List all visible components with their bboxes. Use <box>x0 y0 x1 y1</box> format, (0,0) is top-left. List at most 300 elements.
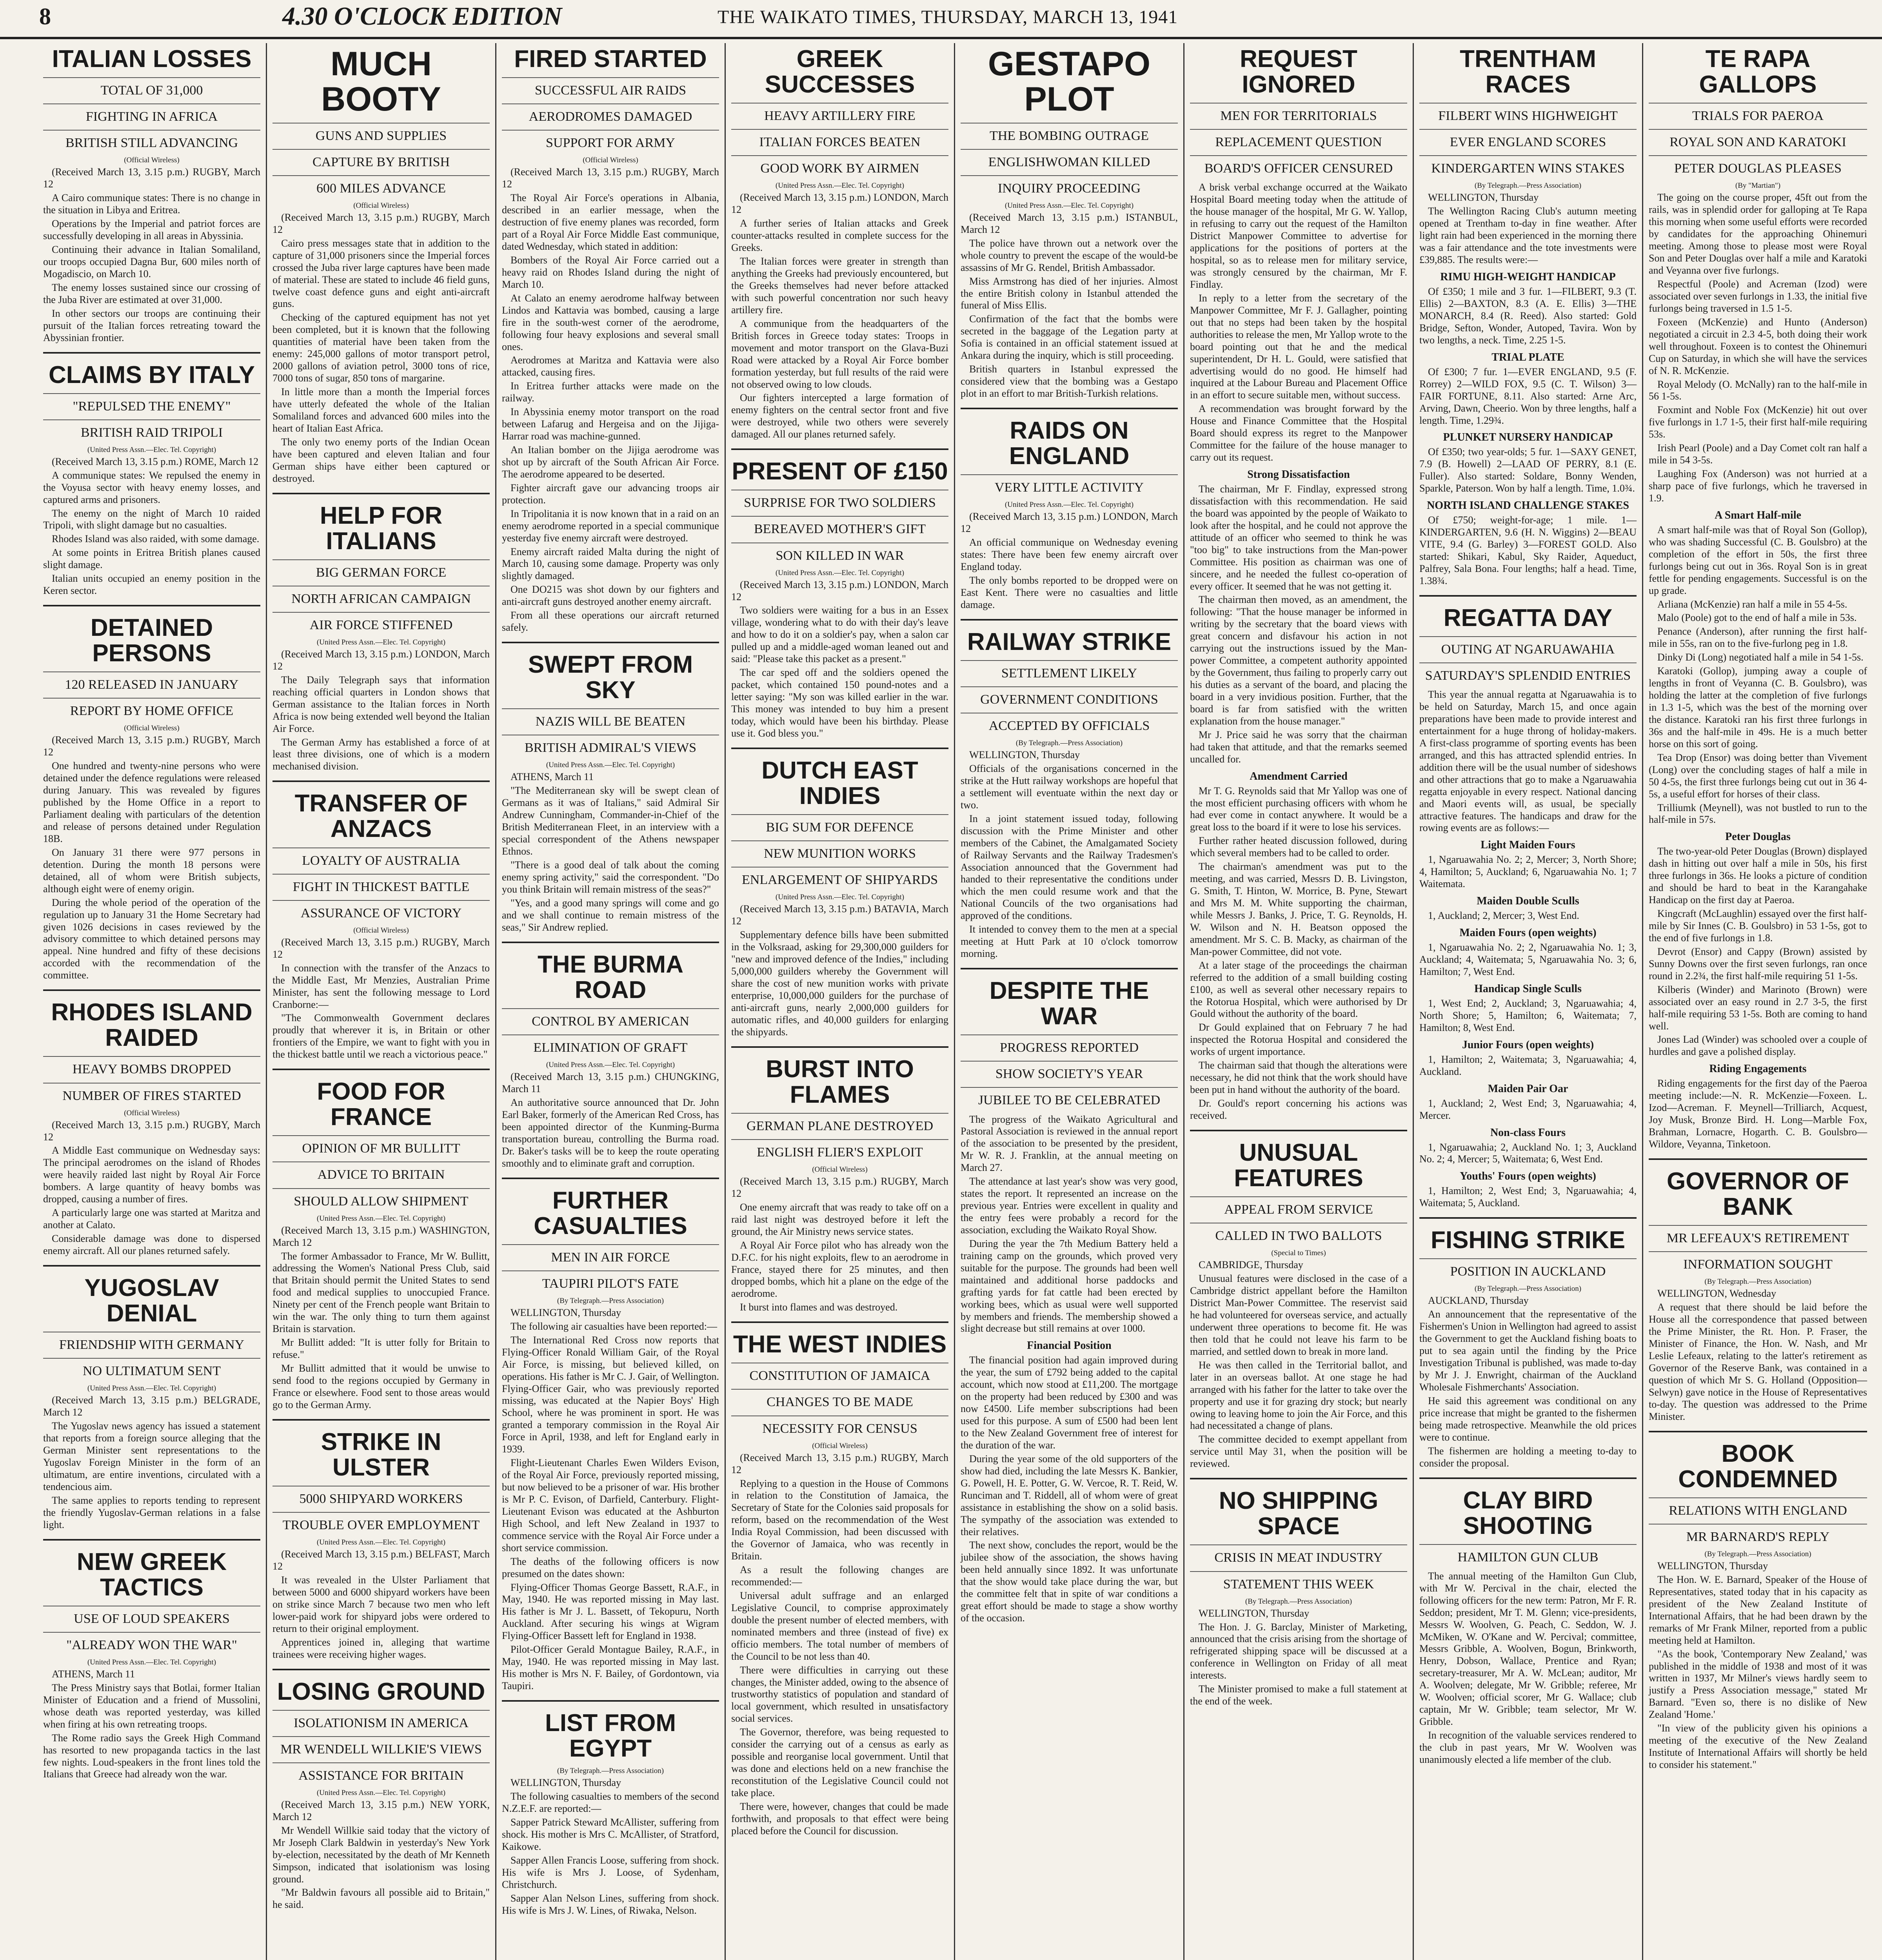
story-subheadline: ENGLISHWOMAN KILLED <box>961 149 1178 170</box>
section-subhead: Non-class Fours <box>1490 1126 1566 1139</box>
story-subheadline: SHOULD ALLOW SHIPMENT <box>272 1188 490 1209</box>
story-paragraph: The police have thrown out a network over the whole country to prevent the escape of the would-be assassins of Mr G. Rendel, British Ambassador. <box>961 237 1178 273</box>
story-paragraph: In recognition of the valuable services rendered to the club in past years, Mr W. Woolven was unanimously elected a life member of the club. <box>1419 1730 1637 1765</box>
section-subhead: A Smart Half-mile <box>1715 509 1801 521</box>
story-paragraph: At Calato an enemy aerodrome halfway between Lindos and Kattavia was bombed, causing a large fire in the south-west corner of the aerodrome, following four heavy explosions and several small ones. <box>502 292 719 352</box>
story-paragraph: During the whole period of the operation of the regulation up to January 31 the Home Secretary had given 1026 decisions in cases reviewed by the advisory committee to which detained persons may appeal. Nine hundred and fifty of these decisions accorded with the recommendation of the committee. <box>43 897 260 981</box>
story-subheadline: PROGRESS REPORTED <box>961 1034 1178 1055</box>
story-headline: FIRED STARTED <box>514 45 707 73</box>
story-paragraph: Dr Gould explained that on February 7 he had inspected the Rotorua Hospital and considered the works of urgent importance. <box>1190 1022 1407 1058</box>
story-subheadline: MR BARNARD'S REPLY <box>1649 1524 1867 1544</box>
news-story <box>1190 46 1407 1122</box>
story-source: (United Press Assn.—Elec. Tel. Copyright) <box>775 568 905 577</box>
story-paragraph: Bombers of the Royal Air Force carried out a heavy raid on Rhodes Island during the night of March 10. <box>502 254 719 290</box>
story-paragraph: (Received March 13, 3.15 p.m.) WASHINGTON, March 12 <box>272 1224 490 1248</box>
story-paragraph: The Hon. W. E. Barnard, Speaker of the House of Representatives, stated today that in his capacity as president of the New Zealand Institute of International Affairs, that he had been drawn by the remarks of Mr Frank Milner, reported from a public meeting held at Hamilton. <box>1649 1573 1867 1646</box>
story-paragraph: 1, West End; 2, Auckland; 3, Ngaruawahia; 4, North Shore; 5, Hamilton; 6, Waitemata; 7, Hamilton; 8, West End. <box>1419 997 1637 1033</box>
story-paragraph: Cairo press messages state that in addition to the capture of 31,000 prisoners since the Imperial forces crossed the Juba river large captures have been made of material. These are stated to include 46 field guns, twelve coast defence guns and eight anti-aircraft guns. <box>272 237 490 310</box>
story-headline: TRENTHAM RACES <box>1460 45 1596 98</box>
story-headline: LOSING GROUND <box>277 1678 485 1705</box>
story-subheadline: HEAVY BOMBS DROPPED <box>43 1056 260 1077</box>
story-paragraph: It intended to convey them to the men at a special meeting at Hutt Park at 10 o'clock tomorrow morning. <box>961 924 1178 960</box>
story-subheadline: TOTAL OF 31,000 <box>43 77 260 98</box>
section-subhead: Handicap Single Sculls <box>1474 982 1582 995</box>
story-paragraph: The car sped off and the soldiers opened the packet, which contained 150 pound-notes and a letter saying: "My son was killed earlier in the war. This money was intended to buy him a present today, which would have been his birthday. Please use it. God bless you." <box>731 667 948 739</box>
story-subheadline: GUNS AND SUPPLIES <box>272 123 490 143</box>
story-paragraph: The progress of the Waikato Agricultural and Pastoral Association is reviewed in the annual report of the association to be presented by the president, Mr W. R. J. Franklin, at the annual meeting on March 27. <box>961 1113 1178 1174</box>
story-paragraph: Arliana (McKenzie) ran half a mile in 55 4-5s. <box>1657 598 1847 610</box>
story-source: (United Press Assn.—Elec. Tel. Copyright) <box>775 181 905 190</box>
story-paragraph: The financial position had again improved during the year, the sum of £792 being added to the capital account, which now stood at £11,200. The mortgage on the property had been reduced by £300 and was now £4500. Life member subscriptions had been used for this purpose. A sum of £500 had been lent to the New Zealand Government free of interest for the duration of the war. <box>961 1354 1178 1451</box>
story-headline: NO SHIPPING SPACE <box>1219 1487 1379 1540</box>
story-paragraph: Respectful (Poole) and Acreman (Izod) were associated over seven furlongs in 1.33, the initial five furlongs being traversed in 1.5 1-5. <box>1649 278 1867 314</box>
news-story <box>1649 1431 1867 1771</box>
story-source: (By "Martian") <box>1735 181 1781 190</box>
story-paragraph: The Minister promised to make a full statement at the end of the week. <box>1190 1683 1407 1707</box>
story-paragraph: (Received March 13, 3.15 p.m.) RUGBY, March 12 <box>43 734 260 758</box>
story-paragraph: Of £350; 1 mile and 3 fur. 1—FILBERT, 9.3 (T. Ellis) 2—BAXTON, 8.3 (A. E. Ellis) 3—THE MONARCH, 8.4 (R. Reed). Also started: Gold Bridge, Sefton, Wonder, Autoped, Tavira. Won by two lengths, a neck. Time, 2.25 1-5. <box>1419 286 1637 346</box>
section-subhead: PLUNKET NURSERY HANDICAP <box>1443 431 1613 444</box>
story-paragraph: Considerable damage was done to dispersed enemy aircraft. All our planes returned safely. <box>43 1233 260 1256</box>
story-headline: FURTHER CASUALTIES <box>534 1187 687 1240</box>
story-subheadline: CONTROL BY AMERICAN <box>502 1008 719 1029</box>
story-source: (United Press Assn.—Elec. Tel. Copyright) <box>1005 201 1134 210</box>
section-subhead: Strong Dissatisfaction <box>1247 468 1350 481</box>
story-paragraph: (Received March 13, 3.15 p.m.) RUGBY, March 12 <box>731 1175 948 1199</box>
story-subheadline: SHOW SOCIETY'S YEAR <box>961 1061 1178 1082</box>
story-paragraph: The Governor, therefore, was being requested to consider the carrying out of a census as early as possible and reorganise local government. Until that was done and elections held on a new franchise the reconstitution of the Legislative Council could not take place. <box>731 1726 948 1798</box>
story-source: (By Telegraph.—Press Association) <box>1474 1285 1582 1293</box>
story-paragraph: Kilberis (Winder) and Marinoto (Brown) were associated over an easy round in 2.7 3-5, the first half-mile requiring 53 1-5s. Both are coming to hand well. <box>1649 984 1867 1032</box>
story-paragraph: The Rome radio says the Greek High Command has resorted to new propaganda tactics in the last few nights. Loud-speakers in the front lines told the Italians that Greece had already won the war. <box>43 1732 260 1780</box>
news-story <box>502 942 719 1170</box>
story-subheadline: REPLACEMENT QUESTION <box>1190 129 1407 150</box>
story-paragraph: Laughing Fox (Anderson) was not hurried at a sharp pace of five furlongs, which he traversed in 1.9. <box>1649 468 1867 504</box>
story-paragraph: A recommendation was brought forward by the House and Finance Committee that the Hospital Board should express its regret to the Manpower Committee for the failure of the house manager to carry out its request. <box>1190 403 1407 463</box>
news-story <box>731 46 948 441</box>
story-subheadline: TAUPIRI PILOT'S FATE <box>502 1270 719 1291</box>
story-paragraph: Enemy aircraft raided Malta during the night of March 10, causing some damage. Property was only slightly damaged. <box>502 546 719 582</box>
story-paragraph: (Received March 13, 3.15 p.m.) ROME, March 12 <box>52 456 259 467</box>
story-paragraph: Continuing their advance in Italian Somaliland, our troops occupied Dagna Bur, 600 miles north of Mogadiscio, on March 10. <box>43 244 260 279</box>
story-paragraph: The Royal Air Force's operations in Albania, described in an earlier message, when the destruction of five enemy planes was recorded, form part of a Royal Air Force Middle East communique, dated Wednesday, which stated in addition: <box>502 192 719 252</box>
news-story <box>502 1178 719 1692</box>
story-paragraph: Sapper Patrick Steward McAllister, suffering from shock. His mother is Mrs C. McAllister, of Stratford, Kaikowe. <box>502 1816 719 1852</box>
story-paragraph: WELLINGTON, Thursday <box>510 1777 621 1789</box>
story-source: (Official Wireless) <box>353 926 409 935</box>
story-source: (Official Wireless) <box>812 1165 868 1174</box>
story-headline: ITALIAN LOSSES <box>52 45 252 73</box>
story-paragraph: Mr T. G. Reynolds said that Mr Yallop was one of the most efficient purchasing officers with whom he had ever come in contact anywhere. It would be a great loss to the board if it were to lose his services. <box>1190 785 1407 833</box>
story-headline: FOOD FOR FRANCE <box>317 1078 445 1131</box>
story-subheadline: SUPPORT FOR ARMY <box>502 130 719 151</box>
story-paragraph: A smart half-mile was that of Royal Son (Gollop), who was shading Successful (C. B. Goulsbro) at the completion of the effort in 50s, the first three furlongs being cut out in 36s. Royal Son is in great fettle for pending engagements. Successful is on the up grade. <box>1649 524 1867 596</box>
story-subheadline: BIG GERMAN FORCE <box>272 559 490 580</box>
story-subheadline: CONSTITUTION OF JAMAICA <box>731 1363 948 1383</box>
story-paragraph: "There is a good deal of talk about the coming enemy spring activity," said the correspondent. "Do you think Britain will remain mistress of the seas?" <box>502 859 719 895</box>
story-subheadline: VERY LITTLE ACTIVITY <box>961 474 1178 495</box>
story-paragraph: There were difficulties in carrying out these changes, the Minister added, owing to the absence of trustworthy statistics of population and standard of local government, which resulted in unsatisfactory social services. <box>731 1664 948 1724</box>
news-story <box>43 605 260 982</box>
story-paragraph: The Press Ministry says that Botlai, former Italian Minister of Education and a friend of Mussolini, whose death was reported yesterday, was killed when firing at his own retreating troops. <box>43 1682 260 1730</box>
story-paragraph: Two soldiers were waiting for a bus in an Essex village, wondering what to do with their day's leave and how to do it on a soldier's pay, when a salon car pulled up and a middle-aged woman leaned out and said: "Please take this packet as a present." <box>731 604 948 665</box>
column-1 <box>38 43 267 1960</box>
story-paragraph: It was revealed in the Ulster Parliament that between 5000 and 6000 shipyard workers have been on strike since March 7 because two men who left lower-paid work for shipyard jobs were ordered to return to their original employment. <box>272 1574 490 1634</box>
story-paragraph: The chairman said that though the alterations were necessary, he did not think that the work should have been put in hand without the authority of the board. <box>1190 1060 1407 1096</box>
story-paragraph: The deaths of the following officers is now presumed on the dates shown: <box>502 1555 719 1579</box>
story-paragraph: 1, Auckland; 2, West End; 3, Ngaruawahia; 4, Mercer. <box>1419 1097 1637 1121</box>
story-subheadline: GOVERNMENT CONDITIONS <box>961 686 1178 707</box>
story-subheadline: NO ULTIMATUM SENT <box>43 1358 260 1379</box>
story-source: (Official Wireless) <box>124 156 180 165</box>
news-story <box>1190 1130 1407 1470</box>
story-subheadline: RELATIONS WITH ENGLAND <box>1649 1497 1867 1518</box>
story-headline: TE RAPA GALLOPS <box>1699 45 1817 98</box>
news-story <box>1190 1478 1407 1708</box>
story-paragraph: In Tripolitania it is now known that in a raid on an enemy aerodrome reported in a special communique yesterday five enemy aircraft were destroyed. <box>502 508 719 544</box>
column-7 <box>1414 43 1643 1960</box>
story-paragraph: Trilliumk (Meynell), was not bustled to run to the half-mile in 57s. <box>1649 802 1867 826</box>
story-paragraph: A communique from the headquarters of the British forces in Greece today states: Troops in movement and motor transport on the Glava-Buzi Road were attacked by a Royal Air Force bomber formation yesterday, but full results of the raid were not observed owing to low clouds. <box>731 318 948 390</box>
column-2 <box>267 43 496 1960</box>
story-paragraph: An announcement that the representative of the Fishermen's Union in Wellington had agreed to assist the Government to get the Auckland fishing boats to put to sea again until the finding by the Price Investigation Tribunal is published, was made to-day by Mr J. J. Enwright, chairman of the Auckland Wholesale Fishmerchants' Association. <box>1419 1308 1637 1393</box>
story-source: (United Press Assn.—Elec. Tel. Copyright) <box>87 1384 216 1393</box>
story-paragraph: An Italian bomber on the Jijiga aerodrome was shot up by aircraft of the South African Air Force. The aerodrome appeared to be deserted. <box>502 444 719 480</box>
story-paragraph: Rhodes Island was also raided, with some damage. <box>52 533 260 545</box>
section-subhead: Light Maiden Fours <box>1481 839 1575 851</box>
story-paragraph: (Received March 13, 3.15 p.m.) LONDON, March 12 <box>272 648 490 672</box>
story-paragraph: A request that there should be laid before the House all the correspondence that passed between the Prime Minister, the Rt. Hon. P. Fraser, the Minister of Finance, the Hon. W. Nash, and Mr Leslie Lefeaux, relating to the latter's retirement as Governor of the Reserve Bank, was contained in a question of which Mr S. G. Holland (Opposition—Selwyn) gave notice in the House of Representatives to-day. The question was addressed to the Prime Minister. <box>1649 1301 1867 1422</box>
section-subhead: NORTH ISLAND CHALLENGE STAKES <box>1427 499 1629 512</box>
story-subheadline: MEN IN AIR FORCE <box>502 1244 719 1265</box>
story-headline: REGATTA DAY <box>1443 604 1613 632</box>
story-subheadline: FIGHTING IN AFRICA <box>43 103 260 124</box>
news-story <box>272 46 490 485</box>
news-story <box>43 989 260 1257</box>
story-subheadline: GERMAN PLANE DESTROYED <box>731 1113 948 1134</box>
news-story <box>961 46 1178 400</box>
story-paragraph: The only two enemy ports of the Indian Ocean have been captured and eleven Italian and four German ships have either been captured or destroyed. <box>272 436 490 484</box>
story-subheadline: CHANGES TO BE MADE <box>731 1389 948 1410</box>
news-story <box>502 46 719 634</box>
story-paragraph: Mr Wendell Willkie said today that the victory of Mr Joseph Clark Baldwin in yesterday's New York by-election, necessitated by the death of Mr Kenneth Simpson, indicated that isolationism was losing ground. <box>272 1824 490 1885</box>
story-paragraph: (Received March 13, 3.15 p.m.) BELGRADE, March 12 <box>43 1394 260 1418</box>
story-paragraph: The International Red Cross now reports that Flying-Officer Ronald William Gair, of the Royal Air Force, is missing, but believed killed, on operations. His father is Mr C. J. Gair, of Wellington. Flying-Officer Gair, who was previously reported missing, was educated at the Napier Boys' High School, where he was prominent in sport. He was granted a temporary commission in the Royal Air Force in April, 1938, and left for England early in 1939. <box>502 1334 719 1455</box>
story-subheadline: MR LEFEAUX'S RETIREMENT <box>1649 1225 1867 1246</box>
story-source: (United Press Assn.—Elec. Tel. Copyright) <box>316 1538 446 1547</box>
news-story <box>1419 595 1637 1209</box>
news-story <box>1649 1158 1867 1423</box>
story-paragraph: The enemy losses sustained since our crossing of the Juba River are estimated at over 31,000. <box>43 281 260 305</box>
news-story <box>502 1700 719 1917</box>
story-subheadline: ASSURANCE OF VICTORY <box>272 900 490 921</box>
story-paragraph: The former Ambassador to France, Mr W. Bullitt, addressing the Women's National Press Club, said that Britain should permit the United States to send food and medical supplies to unoccupied France. Ninety per cent of the French people want Britain to win the war. The only thing to turn them against Britain is starvation. <box>272 1250 490 1335</box>
story-headline: NEW GREEK TACTICS <box>76 1548 227 1601</box>
story-paragraph: The Hon. J. G. Barclay, Minister of Marketing, announced that the crisis arising from the shortage of refrigerated shipping space will be discussed at a conference in Wellington on Friday of all meat interests. <box>1190 1621 1407 1681</box>
story-headline: FISHING STRIKE <box>1430 1227 1626 1254</box>
story-subheadline: NUMBER OF FIRES STARTED <box>43 1083 260 1103</box>
story-paragraph: 1, Hamilton; 2, Waitemata; 3, Ngaruawahia; 4, Auckland. <box>1419 1053 1637 1077</box>
story-subheadline: SURPRISE FOR TWO SOLDIERS <box>731 490 948 510</box>
section-subhead: TRIAL PLATE <box>1491 351 1564 363</box>
story-source: (By Telegraph.—Press Association) <box>557 1296 664 1305</box>
news-story <box>1649 46 1867 1151</box>
story-paragraph: "Mr Baldwin favours all possible aid to Britain," he said. <box>272 1887 490 1911</box>
edition-title: 4.30 O'CLOCK EDITION <box>282 2 562 31</box>
story-subheadline: CALLED IN TWO BALLOTS <box>1190 1223 1407 1243</box>
story-headline: BURST INTO FLAMES <box>766 1055 914 1108</box>
story-paragraph: Flight-Lieutenant Charles Ewen Wilders Evison, of the Royal Air Force, previously reported missing, but now believed to be a prisoner of war. His brother is Mr P. C. Evison, of Darfield, Canterbury. Flight-Lieutenant Evison was educated at the Ashburton High School, and left New Zealand in 1937 to commence service with the Royal Air Force under a short service commission. <box>502 1457 719 1553</box>
story-subheadline: HAMILTON GUN CLUB <box>1419 1544 1637 1565</box>
story-paragraph: 1, Ngaruawahia No. 2; 2, Ngaruawahia No. 1; 3, Auckland; 4, Waitemata; 5, Ngaruawahia No. 3; 6, Hamilton; 7, West End. <box>1419 942 1637 977</box>
story-paragraph: In Eritrea further attacks were made on the railway. <box>502 380 719 404</box>
story-paragraph: In little more than a month the Imperial forces have utterly defeated the whole of the Italian Somaliland forces and advanced 600 miles into the heart of Italian East Africa. <box>272 386 490 434</box>
story-subheadline: TRIALS FOR PAEROA <box>1649 103 1867 123</box>
story-subheadline: USE OF LOUD SPEAKERS <box>43 1606 260 1626</box>
story-subheadline: LOYALTY OF AUSTRALIA <box>272 848 490 868</box>
story-headline: THE BURMA ROAD <box>538 951 683 1004</box>
story-subheadline: POSITION IN AUCKLAND <box>1419 1258 1637 1279</box>
story-paragraph: Of £350; two year-olds; 5 fur. 1—SAXY GENET, 7.9 (B. Howell) 2—LAAD OF PERRY, 8.1 (E. Fuller). Also started: Soldare, Bonny Wenden, Sparkle, Paterson. Won by half a length. Time, 1.0¾. <box>1419 446 1637 494</box>
story-subheadline: CAPTURE BY BRITISH <box>272 149 490 170</box>
story-subheadline: BRITISH ADMIRAL'S VIEWS <box>502 735 719 755</box>
story-paragraph: (Received March 13, 3.15 p.m.) RUGBY, March 12 <box>731 1452 948 1475</box>
story-source: (By Telegraph.—Press Association) <box>1474 181 1582 190</box>
newspaper-columns <box>38 43 1873 1960</box>
story-source: (Official Wireless) <box>124 1109 180 1117</box>
story-paragraph: Of £750; weight-for-age; 1 mile. 1—KINDERGARTEN, 9.6 (H. N. Wiggins) 2—BEAU VITE, 9.4 (G. Barley) 3—FOREST GOLD. Also started: Shikari, Kabul, Sky Raider, Aqueduct, Palfrey, Sala Bona. Four lengths; half a head. Time, 1.38¾. <box>1419 514 1637 586</box>
section-subhead: RIMU HIGH-WEIGHT HANDICAP <box>1440 271 1616 283</box>
story-paragraph: There were, however, changes that could be made forthwith, and proposals to that effect were being placed before the Council for discussion. <box>731 1800 948 1837</box>
story-source: (United Press Assn.—Elec. Tel. Copyright) <box>775 893 905 902</box>
column-3 <box>496 43 726 1960</box>
story-subheadline: BRITISH RAID TRIPOLI <box>43 419 260 440</box>
story-subheadline: HEAVY ARTILLERY FIRE <box>731 103 948 123</box>
story-source: (By Telegraph.—Press Association) <box>1704 1550 1811 1559</box>
story-subheadline: INQUIRY PROCEEDING <box>961 175 1178 196</box>
story-paragraph: Apprentices joined in, alleging that wartime trainees were receiving higher wages. <box>272 1636 490 1660</box>
story-paragraph: "In view of the publicity given his opinions a meeting of the executive of the New Zealand Institute of International Affairs will shortly be held to consider his statement." <box>1649 1722 1867 1771</box>
story-subheadline: SATURDAY'S SPLENDID ENTRIES <box>1419 662 1637 683</box>
story-headline: GESTAPO PLOT <box>988 45 1151 118</box>
column-5 <box>955 43 1184 1960</box>
story-headline: CLAY BIRD SHOOTING <box>1463 1486 1593 1539</box>
story-source: (United Press Assn.—Elec. Tel. Copyright) <box>1005 501 1134 509</box>
story-source: (United Press Assn.—Elec. Tel. Copyright) <box>87 1658 216 1666</box>
paper-dateline: THE WAIKATO TIMES, THURSDAY, MARCH 13, 1941 <box>718 7 1178 27</box>
story-headline: BOOK CONDEMNED <box>1678 1440 1838 1493</box>
story-headline: GREEK SUCCESSES <box>765 45 915 98</box>
story-paragraph: Mr Bullitt admitted that it would be unwise to send food to the regions occupied by Germany in France or elsewhere. Food sent to those areas would go to the German Army. <box>272 1362 490 1410</box>
section-subhead: Youths' Fours (open weights) <box>1460 1170 1596 1183</box>
story-subheadline: OPINION OF MR BULLITT <box>272 1135 490 1156</box>
story-paragraph: During the year some of the old supporters of the show had died, including the late Messrs K. Bankier, G. Powell, H. E. Potter, G. W. Vercoe, R. T. Reid, W. Runciman and T. Riddell, all of whom were of great assistance in establishing the show on a solid basis. The sympathy of the association was extended to their relatives. <box>961 1453 1178 1537</box>
story-paragraph: WELLINGTON, Thursday <box>1199 1607 1310 1619</box>
story-subheadline: EVER ENGLAND SCORES <box>1419 129 1637 150</box>
story-paragraph: Sapper Allen Francis Loose, suffering from shock. His wife is Mrs J. Loose, of Sydenham, Christchurch. <box>502 1854 719 1890</box>
story-source: (By Telegraph.—Press Association) <box>557 1767 664 1775</box>
story-paragraph: WELLINGTON, Thursday <box>510 1307 621 1318</box>
story-paragraph: The same applies to reports tending to represent the friendly Yugoslav-German relations in a false light. <box>43 1494 260 1530</box>
story-subheadline: APPEAL FROM SERVICE <box>1190 1196 1407 1217</box>
story-subheadline: CRISIS IN MEAT INDUSTRY <box>1190 1544 1407 1565</box>
story-paragraph: Devrot (Ensor) and Cappy (Brown) assisted by Sunny Downs over the first seven furlongs, ran once round in 2.2¾, the first half-mile requiring 51 1-5s. <box>1649 946 1867 982</box>
story-paragraph: The enemy on the night of March 10 raided Tripoli, with slight damage but no casualties. <box>43 507 260 531</box>
story-paragraph: In reply to a letter from the secretary of the Manpower Committee, Mr F. J. Gallagher, pointing out that no steps had been taken by the hospital authorities to release the men, Mr Yallop wrote to the board pointing out that he and the medical superintendent, Dr H. L. Gould, were satisfied that advertising would do no good. He himself had inquired at the Labour Bureau and Placement Office in an effort to secure suitable men, without success. <box>1190 292 1407 401</box>
news-story <box>961 968 1178 1624</box>
story-subheadline: BEREAVED MOTHER'S GIFT <box>731 516 948 537</box>
story-paragraph: At a later stage of the proceedings the chairman referred to the addition of a small building costing £100, as well as several other necessary repairs to the Rotorua Hospital, which were authorised by Dr Gould without the authority of the board. <box>1190 959 1407 1020</box>
news-story <box>272 1669 490 1911</box>
story-paragraph: (Received March 13, 3.15 p.m.) RUGBY, March 12 <box>272 936 490 960</box>
story-source: (United Press Assn.—Elec. Tel. Copyright) <box>316 638 446 646</box>
story-paragraph: The chairman then moved, as an amendment, the following: "That the house manager be informed in writing by the secretary that the board views with great concern and disfavour his action in not carrying out the instructions issued by the Man-power Committee, a competent authority appointed by the Government, thus failing to properly carry out his duties as a servant of the board, and placing the board in a very invidious position. Further, that the board is far from satisfied with the written explanation from the house manager." <box>1190 594 1407 727</box>
story-subheadline: BIG SUM FOR DEFENCE <box>731 814 948 835</box>
story-paragraph: Aerodromes at Maritza and Kattavia were also attacked, causing fires. <box>502 354 719 378</box>
story-headline: LIST FROM EGYPT <box>545 1709 676 1762</box>
story-paragraph: Malo (Poole) got to the end of half a mile in 53s. <box>1657 612 1857 624</box>
story-subheadline: ASSISTANCE FOR BRITAIN <box>272 1762 490 1783</box>
story-subheadline: GOOD WORK BY AIRMEN <box>731 155 948 176</box>
masthead <box>0 0 1882 39</box>
story-headline: REQUEST IGNORED <box>1240 45 1357 98</box>
story-paragraph: As a result the following changes are recommended:— <box>731 1564 948 1588</box>
story-paragraph: He was then called in the Territorial ballot, and later in an overseas ballot. At one stage he had arranged with his father for the latter to take over the property and use it for grazing dry stock; but nearly owing to leaving home to join the Air Force, and this had necessitated a change of plans. <box>1190 1359 1407 1432</box>
story-paragraph: From all these operations our aircraft returned safely. <box>502 610 719 633</box>
story-paragraph: During the year the 7th Medium Battery held a training camp on the grounds, which proved very suitable for the purpose. The grounds had been well maintained and additional horse paddocks and grafting yards for fat cattle had been erected by working bees, which as usual were well supported by members and friends. The membership showed a slight decrease but still remains at over 1000. <box>961 1238 1178 1334</box>
story-paragraph: ATHENS, March 11 <box>510 771 594 783</box>
story-paragraph: The committee decided to exempt appellant from service until May 31, when the position will be reviewed. <box>1190 1434 1407 1470</box>
story-paragraph: On January 31 there were 977 persons in detention. During the month 18 persons were detained, all of whom were British subjects, although eight were of enemy origin. <box>43 846 260 895</box>
story-paragraph: (Received March 13, 3.15 p.m.) RUGBY, March 12 <box>502 166 719 190</box>
story-paragraph: Our fighters intercepted a large formation of enemy fighters on the central sector front and five were destroyed, while two others were severely damaged. All our planes returned safely. <box>731 392 948 440</box>
story-subheadline: ENGLISH FLIER'S EXPLOIT <box>731 1139 948 1160</box>
column-6 <box>1184 43 1414 1960</box>
story-subheadline: AERODROMES DAMAGED <box>502 103 719 124</box>
story-paragraph: WELLINGTON, Thursday <box>1657 1560 1768 1572</box>
story-paragraph: Foxeen (McKenzie) and Hunto (Anderson) negotiated a circuit in 2.3 4-5, both doing their work well throughout. Foxeen is to contest the Ohinemuri Cup on Saturday, in which she will have the services of N. R. McKenzie. <box>1649 316 1867 376</box>
story-source: (United Press Assn.—Elec. Tel. Copyright) <box>546 761 675 769</box>
story-subheadline: 120 RELEASED IN JANUARY <box>43 671 260 692</box>
story-paragraph: Replying to a question in the House of Commons in relation to the Constitution of Jamaica, the Secretary of State for the Colonies said proposals for reform, based on the recommendation of the West India Royal Commission, had been discussed with the Governor of Jamaica, who was recently in Britain. <box>731 1477 948 1562</box>
story-headline: RAIDS ON ENGLAND <box>1009 417 1130 470</box>
story-paragraph: A Cairo communique states: There is no change in the situation in Libya and Eritrea. <box>43 192 260 216</box>
section-subhead: Junior Fours (open weights) <box>1462 1038 1594 1051</box>
story-paragraph: 1, Ngaruawahia; 2, Auckland No. 1; 3, Auckland No. 2; 4, Mercer; 5, Waitemata; 6, West End. <box>1419 1141 1637 1165</box>
story-subheadline: BRITISH STILL ADVANCING <box>43 130 260 151</box>
section-subhead: Financial Position <box>1027 1339 1112 1352</box>
section-subhead: Amendment Carried <box>1250 770 1348 782</box>
story-source: (By Telegraph.—Press Association) <box>1245 1597 1352 1606</box>
news-story <box>272 780 490 1061</box>
story-source: (By Telegraph.—Press Association) <box>1015 739 1123 748</box>
story-paragraph: AUCKLAND, Thursday <box>1428 1295 1529 1307</box>
story-paragraph: The only bombs reported to be dropped were on East Kent. There were no casualties and little damage. <box>961 574 1178 610</box>
story-paragraph: A particularly large one was started at Maritza and another at Calato. <box>43 1207 260 1231</box>
story-paragraph: ATHENS, March 11 <box>52 1668 135 1680</box>
column-4 <box>726 43 955 1960</box>
story-paragraph: Checking of the captured equipment has not yet been completed, but it is known that the following quantities of material have been taken from the enemy: 245,000 gallons of motor transport petrol, 2000 gallons of aviation petrol, 3000 tons of rice, 7000 tons of sugar, 850 tons of margarine. <box>272 312 490 384</box>
news-story <box>731 748 948 1038</box>
story-subheadline: KINDERGARTEN WINS STAKES <box>1419 155 1637 176</box>
story-subheadline: "REPULSED THE ENEMY" <box>43 393 260 414</box>
story-paragraph: Unusual features were disclosed in the case of a Cambridge district appellant before the Hamilton District Man-Power Committee. The reservist said he had volunteered for overseas service, and actually underwent three operations to become fit. He was then told that he could not leave his farm to be married, and settled down to break in more land. <box>1190 1273 1407 1357</box>
news-story <box>731 1046 948 1314</box>
story-paragraph: (Received March 13, 3.15 p.m.) BELFAST, March 12 <box>272 1548 490 1572</box>
story-headline: TRANSFER OF ANZACS <box>294 790 468 843</box>
news-story <box>43 46 260 344</box>
story-subheadline: ENLARGEMENT OF SHIPYARDS <box>731 867 948 887</box>
story-paragraph: (Received March 13, 3.15 p.m.) NEW YORK, March 12 <box>272 1798 490 1822</box>
story-headline: MUCH BOOTY <box>321 45 441 118</box>
story-source: (By Telegraph.—Press Association) <box>1704 1278 1811 1286</box>
story-paragraph: Sapper Alan Nelson Lines, suffering from shock. His wife is Mrs J. W. Lines, of Riwaka, Nelson. <box>502 1892 719 1916</box>
story-paragraph: Karatoki (Gollop), jumping away a couple of lengths in front of Veyanna (C. B. Goulsbro), was holding the latter at the completion of five furlongs in 1.3 1-5, which was the best of the morning over the distance. Karatoki ran his first three furlongs in 36s and the half-mile in 49s. He is a much better horse on this sort of going. <box>1649 665 1867 750</box>
story-source: (United Press Assn.—Elec. Tel. Copyright) <box>316 1214 446 1223</box>
story-subheadline: ITALIAN FORCES BEATEN <box>731 129 948 150</box>
story-subheadline: ACCEPTED BY OFFICIALS <box>961 713 1178 733</box>
story-paragraph: (Received March 13, 3.15 p.m.) ISTANBUL, March 12 <box>961 211 1178 235</box>
story-paragraph: The annual meeting of the Hamilton Gun Club, with Mr W. Percival in the chair, elected the following officers for the new term: Patron, Mr F. R. Seddon; president, Mr T. M. Glenn; vice-presidents, Messrs W. Woolven, G. Peach, C. Seddon, W. J. McMiken, W. O'Kane and W. Percival; committee, Messrs Gribble, A. Woolven, Bogun, Brinkworth, Henry, Dobson, Wallace, Prentice and Ryan; secretary-treasurer, Mr A. W. McLean; auditor, Mr A. Woolven; delegate, Mr W. Gribble; referee, Mr W. Woolven; official scorer, Mr G. Wallace; club captain, Mr W. Gribble; team selector, Mr W. Gribble. <box>1419 1570 1637 1728</box>
story-paragraph: An official communique on Wednesday evening states: There have been few enemy aircraft over England today. <box>961 537 1178 572</box>
story-paragraph: (Received March 13, 3.15 p.m.) LONDON, March 12 <box>731 579 948 603</box>
news-story <box>731 448 948 740</box>
story-subheadline: FILBERT WINS HIGHWEIGHT <box>1419 103 1637 123</box>
story-headline: RAILWAY STRIKE <box>967 628 1172 655</box>
story-paragraph: The Italian forces were greater in strength than anything the Greeks had previously encountered, but the Greeks themselves had never before attacked with such powerful concentration nor such heavy artillery fire. <box>731 256 948 316</box>
story-paragraph: The German Army has established a force of at least three divisions, one of which is a modern mechanised division. <box>272 736 490 772</box>
story-headline: DESPITE THE WAR <box>989 977 1149 1030</box>
story-paragraph: Mr Bullitt added: "It is utter folly for Britain to refuse." <box>272 1337 490 1361</box>
story-paragraph: (Received March 13, 3.15 p.m.) RUGBY, March 12 <box>43 1119 260 1143</box>
story-paragraph: Operations by the Imperial and patriot forces are successfully developing in all areas in Abyssinia. <box>43 218 260 242</box>
story-paragraph: British quarters in Istanbul expressed the considered view that the bombing was a Gestapo plot in an effort to mar British-Turkish relations. <box>961 363 1178 399</box>
story-subheadline: NORTH AFRICAN CAMPAIGN <box>272 586 490 606</box>
story-paragraph: (Received March 13, 3.15 p.m.) LONDON, March 12 <box>731 192 948 216</box>
story-subheadline: NAZIS WILL BE BEATEN <box>502 708 719 729</box>
story-paragraph: Royal Melody (O. McNally) ran to the half-mile in 56 1-5s. <box>1649 378 1867 402</box>
story-paragraph: (Received March 13, 3.15 p.m.) RUGBY, March 12 <box>272 211 490 235</box>
story-paragraph: One hundred and twenty-nine persons who were detained under the defence regulations were released during January. This was revealed by figures published by the Home Office in a report to Parliament dealing with particulars of the detention and release of persons detained under Regulation 18B. <box>43 760 260 844</box>
story-paragraph: (Received March 13, 3.15 p.m.) BATAVIA, March 12 <box>731 903 948 927</box>
story-headline: DETAINED PERSONS <box>90 614 213 667</box>
story-headline: CLAIMS BY ITALY <box>49 361 255 388</box>
section-subhead: Riding Engagements <box>1709 1063 1807 1075</box>
story-headline: PRESENT OF £150 <box>732 458 948 485</box>
story-paragraph: Officials of the organisations concerned in the strike at the Hutt railway workshops are hopeful that a settlement will eventuate within the next day or two. <box>961 763 1178 811</box>
story-subheadline: NECESSITY FOR CENSUS <box>731 1416 948 1436</box>
section-subhead: Maiden Double Sculls <box>1477 895 1579 907</box>
story-paragraph: Miss Armstrong has died of her injuries. Almost the entire British colony in Istanbul attended the funeral of Miss Ellis. <box>961 275 1178 311</box>
story-headline: SWEPT FROM SKY <box>528 651 693 704</box>
story-paragraph: The following casualties to members of the second N.Z.E.F. are reported:— <box>502 1791 719 1814</box>
story-subheadline: AIR FORCE STIFFENED <box>272 612 490 633</box>
story-paragraph: (Received March 13, 3.15 p.m.) RUGBY, March 12 <box>43 166 260 190</box>
story-subheadline: JUBILEE TO BE CELEBRATED <box>961 1087 1178 1108</box>
story-paragraph: WELLINGTON, Wednesday <box>1657 1288 1777 1299</box>
story-paragraph: Flying-Officer Thomas George Bassett, R.A.F., in May, 1940. He was reported missing in May last. His father is Mr J. L. Bassett, of Tekopuru, North Auckland. After securing his wings at Wigram Flying-Officer Bassett left for England in 1938. <box>502 1581 719 1642</box>
story-source: (Official Wireless) <box>583 156 638 165</box>
story-subheadline: SUCCESSFUL AIR RAIDS <box>502 77 719 98</box>
story-paragraph: The chairman's amendment was put to the meeting, and was carried, Messrs D. B. Livingston, G. Smith, T. Hinton, W. Morrice, B. Pyne, Stewart and Mrs M. M. White supporting the chairman, while Messrs J. Banks, J. Price, T. G. Reynolds, H. W. Wilson and N. H. Beatson opposed the amendment. Mr S. C. B. Macky, as chairman of the Man-power Committee, did not vote. <box>1190 861 1407 957</box>
story-headline: RHODES ISLAND RAIDED <box>51 999 253 1052</box>
story-paragraph: Dr. Gould's report concerning his actions was received. <box>1190 1098 1407 1121</box>
story-source: (Official Wireless) <box>353 201 409 210</box>
story-paragraph: One DO215 was shot down by our fighters and anti-aircraft guns destroyed another enemy aircraft. <box>502 584 719 608</box>
story-paragraph: In Abyssinia enemy motor transport on the road between Lafarug and Hergeisa and on the Jijiga-Harrar road was machine-gunned. <box>502 406 719 442</box>
story-headline: THE WEST INDIES <box>733 1331 947 1358</box>
story-headline: STRIKE IN ULSTER <box>321 1428 441 1481</box>
